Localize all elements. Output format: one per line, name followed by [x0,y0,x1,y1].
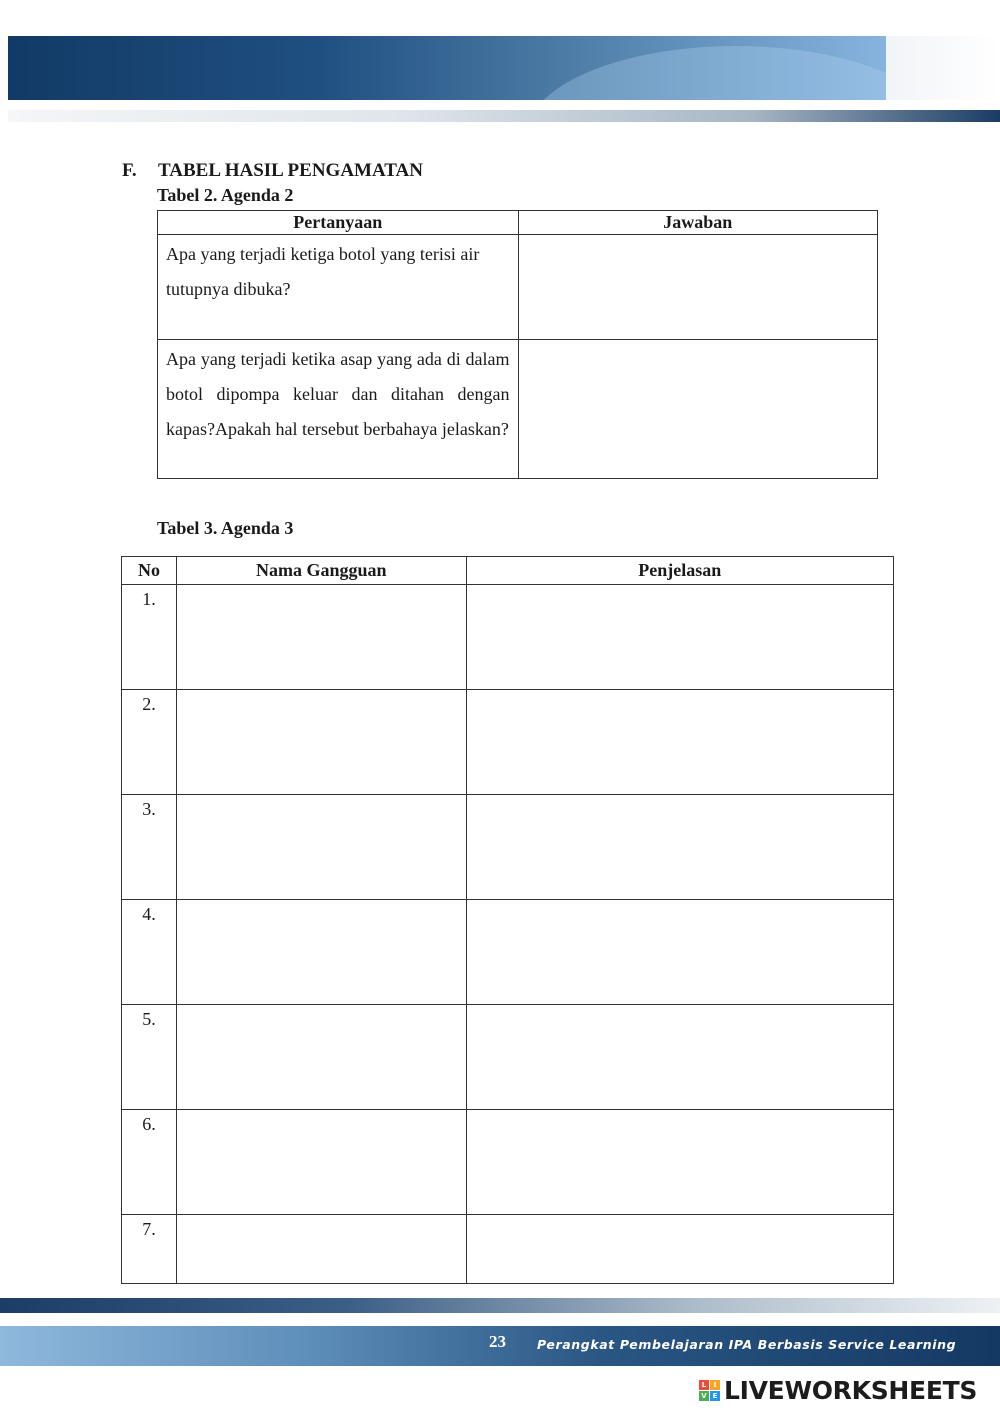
table-row [158,235,878,340]
nama-gangguan-cell[interactable] [176,585,466,690]
row-number: 5. [122,1005,177,1110]
table3-caption: Tabel 3. Agenda 3 [157,518,294,538]
header-swoosh [526,46,886,100]
nama-gangguan-cell[interactable] [176,1215,466,1284]
table-row [122,900,894,1005]
table2-caption: Tabel 2. Agenda 2 [157,185,294,205]
header-strip [8,110,1000,122]
penjelasan-cell[interactable] [466,1215,893,1284]
nama-gangguan-cell[interactable] [176,795,466,900]
section-title: TABEL HASIL PENGAMATAN [158,160,423,181]
logo-letter-l: L [699,1380,709,1390]
table-row [122,585,894,690]
logo-letter-v: V [699,1391,709,1401]
header-no: No [122,557,177,585]
header-pertanyaan: Pertanyaan [158,211,519,235]
question-cell: Apa yang terjadi ketika asap yang ada di dalam botol dipompa keluar dan ditahan dengan kapas?Apakah hal tersebut berbahaya jelaskan? [158,340,519,479]
nama-gangguan-cell[interactable] [176,900,466,1005]
header-right-fade [886,36,1000,100]
table-row [122,1005,894,1110]
table-header-row [158,211,878,235]
row-number: 1. [122,585,177,690]
table-row [122,690,894,795]
question-cell: Apa yang terjadi ketiga botol yang terisi air tutupnya dibuka? [158,235,519,340]
section-heading [122,160,423,182]
nama-gangguan-cell[interactable] [176,1005,466,1110]
table-row [122,795,894,900]
answer-cell[interactable] [518,235,877,340]
row-number: 7. [122,1215,177,1284]
header-nama-gangguan: Nama Gangguan [176,557,466,585]
header-penjelasan: Penjelasan [466,557,893,585]
nama-gangguan-cell[interactable] [176,690,466,795]
penjelasan-cell[interactable] [466,1005,893,1110]
table-agenda-3 [121,556,894,1284]
liveworksheets-brand [699,1376,977,1405]
penjelasan-cell[interactable] [466,795,893,900]
penjelasan-cell[interactable] [466,1110,893,1215]
header-jawaban: Jawaban [518,211,877,235]
header-banner [8,36,886,100]
row-number: 3. [122,795,177,900]
row-number: 6. [122,1110,177,1215]
page-number: 23 [489,1332,506,1351]
liveworksheets-logo-icon [699,1380,720,1401]
penjelasan-cell[interactable] [466,585,893,690]
logo-letter-i: I [710,1380,720,1390]
penjelasan-cell[interactable] [466,690,893,795]
row-number: 2. [122,690,177,795]
footer-title: Perangkat Pembelajaran IPA Berbasis Service Learning [537,1337,957,1352]
nama-gangguan-cell[interactable] [176,1110,466,1215]
table-header-row [122,557,894,585]
footer-strip [0,1298,1000,1313]
logo-letter-e: E [710,1391,720,1401]
table-row [158,340,878,479]
brand-name: LIVEWORKSHEETS [724,1376,978,1405]
answer-cell[interactable] [518,340,877,479]
section-letter: F. [122,160,137,181]
table-row [122,1215,894,1284]
penjelasan-cell[interactable] [466,900,893,1005]
row-number: 4. [122,900,177,1005]
table-row [122,1110,894,1215]
table-agenda-2 [157,210,878,479]
